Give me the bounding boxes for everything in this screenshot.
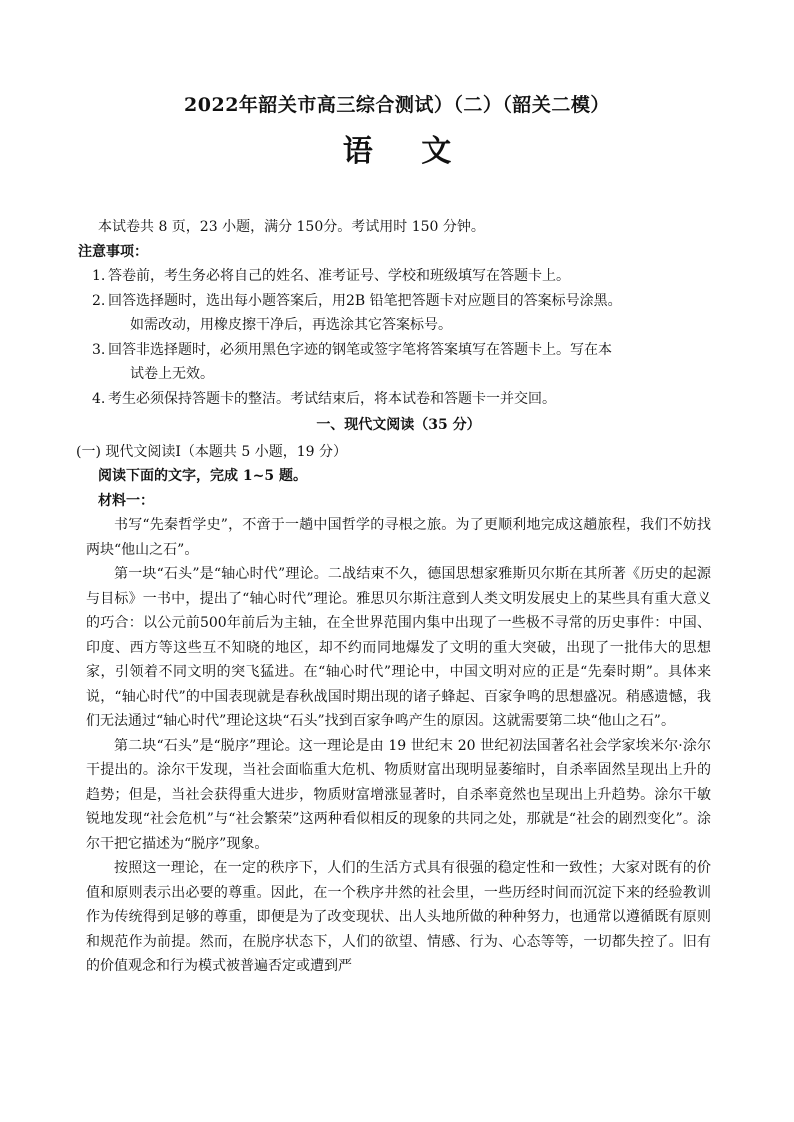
exam-body (76, 215, 711, 979)
subject-title: 语 文 (342, 134, 452, 169)
exam-intro: 本试卷共 8 页，23 小题，满分 150分。考试用时 150 分钟。 (98, 219, 485, 235)
notice-item-3-cont: 试卷上无效。 (130, 366, 214, 382)
paragraph-3: 第二块“石头”是“脱序”理论。这一理论是由 19 世纪末 20 世纪初法国著名社会学家埃米尔·涂尔干提出的。涂尔干发现，当社会面临重大危机、物质财富出现明显萎缩时，自杀率固然呈现出上升的趋势；但是，当社会获得重大进步，物质财富增涨显著时，自杀率竟然也呈现出上升趋势。涂尔干敏锐地发现“社会危机”与“社会繁荣”这两种看似相反的现象的共同之处，那就是“社会的剧烈变化”。涂尔干把它描述为“脱序”现象。 (86, 737, 711, 852)
notice-item-2: 2. 回答选择题时，选出每小题答案后，用2B 铅笔把答题卡对应题目的答案标号涂黑。 (92, 292, 622, 309)
notice-item-2-cont: 如需改动，用橡皮擦干净后，再选涂其它答案标号。 (130, 317, 452, 333)
material-label: 材料一： (98, 492, 154, 509)
notice-heading: 注意事项： (78, 243, 148, 260)
notice-item-3: 3. 回答非选择题时，必须用黑色字迹的钢笔或签字笔将答案填写在答题卡上。写在本 (92, 341, 612, 358)
notice-item-1: 1. 答卷前，考生务必将自己的姓名、准考证号、学校和班级填写在答题卡上。 (92, 268, 570, 284)
section-heading: 一、现代文阅读（35 分） (316, 417, 481, 433)
paragraph-4: 按照这一理论，在一定的秩序下，人们的生活方式具有很强的稳定性和一致性；大家对既有的价值和原则表示出必要的尊重。因此，在一个秩序井然的社会里，一些历经时间而沉淀下来的经验教训作为传统得到足够的尊重，即便是为了改变现状、出人头地所做的种种努力，也通常以遵循既有原则和规范作为前提。然而，在脱序状态下，人们的欲望、情感、行为、心态等等，一切都失控了。旧有的价值观念和行为模式被普遍否定或遭到严 (86, 860, 711, 974)
paragraph-1: 书写“先秦哲学史”，不啻于一趟中国哲学的寻根之旅。为了更顺利地完成这趟旅程，我们不妨找两块“他山之石”。 (86, 517, 711, 558)
exam-title: 2022年韶关市高三综合测试）（二）（韶关二模） (184, 94, 610, 116)
subsection-heading: (一) 现代文阅读Ⅰ（本题共 5 小题，19 分） (76, 443, 347, 460)
reading-instruction: 阅读下面的文字，完成 1~5 题。 (98, 468, 307, 484)
paragraph-2: 第一块“石头”是“轴心时代”理论。二战结束不久，德国思想家雅斯贝尔斯在其所著《历史的起源与目标》一书中，提出了“轴心时代”理论。雅思贝尔斯注意到人类文明发展史上的某些具有重大意义的巧合：以公元前500年前后为主轴，在全世界范围内集中出现了一些极不寻常的历史事件：中国、印度、西方等这些互不知晓的地区，却不约而同地爆发了文明的重大突破，出现了一批伟大的思想家，引领着不同文明的突飞猛进。在“轴心时代”理论中，中国文明对应的正是“先秦时期”。具体来说，“轴心时代”的中国表现就是春秋战国时期出现的诸子蜂起、百家争鸣的思想盛况。稍感遗憾，我们无法通过“轴心时代”理论这块“石头”找到百家争鸣产生的原因。这就需要第二块“他山之石”。 (86, 566, 711, 729)
notice-item-4: 4. 考生必须保持答题卡的整洁。考试结束后，将本试卷和答题卡一并交回。 (92, 390, 556, 407)
